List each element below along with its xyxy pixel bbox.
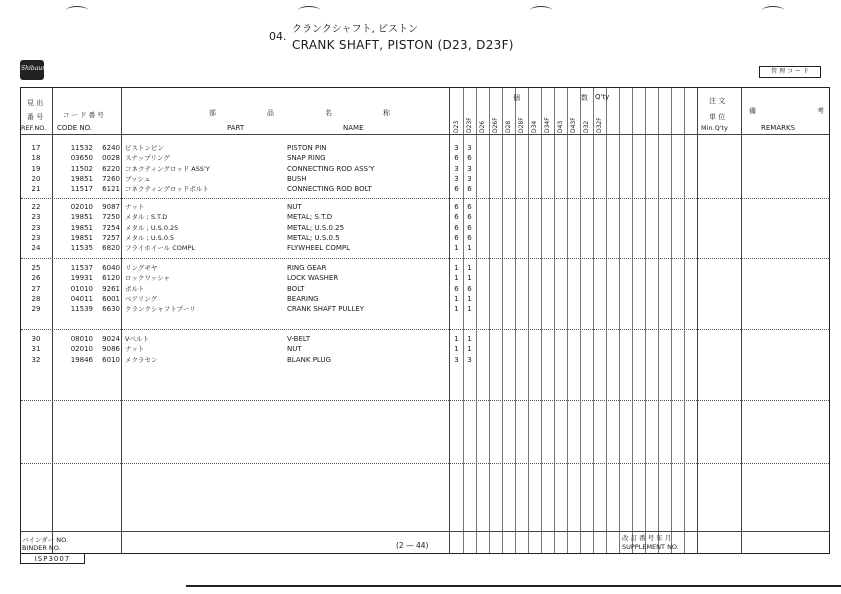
table-row bbox=[21, 202, 831, 212]
code-part1: 11532 bbox=[70, 144, 93, 152]
table-row bbox=[21, 294, 831, 304]
ref-no: 31 bbox=[31, 345, 41, 354]
qty-d23f: 1 bbox=[467, 294, 472, 303]
ref-no: 29 bbox=[31, 305, 41, 314]
part-name-en: BEARING bbox=[287, 294, 319, 303]
code-part2: 9261 bbox=[102, 284, 120, 293]
ref-no: 20 bbox=[31, 174, 41, 183]
bottom-rule bbox=[186, 585, 841, 587]
part-name-jp: メタル ; U.S.0.5 bbox=[125, 233, 175, 242]
code-part1: 19851 bbox=[70, 213, 93, 222]
code-part2: 9024 bbox=[102, 335, 120, 343]
part-name-jp: コネクティングロッド ASS'Y bbox=[125, 164, 210, 173]
order-header-en: Min.Q'ty bbox=[701, 124, 728, 132]
qty-model-d23: D23 bbox=[453, 120, 460, 133]
ref-no: 22 bbox=[31, 203, 41, 211]
ref-no: 19 bbox=[31, 164, 41, 173]
code-part1: 19851 bbox=[70, 174, 93, 183]
code-part1: 11539 bbox=[70, 305, 93, 314]
punch-mark bbox=[298, 6, 320, 15]
binder-number: ISP3007 bbox=[20, 554, 85, 564]
ref-header-jp2: 番 号 bbox=[27, 113, 44, 121]
qty-d23f: 6 bbox=[467, 223, 472, 232]
ref-no: 17 bbox=[31, 144, 41, 152]
qty-model-d34: D34 bbox=[531, 120, 538, 133]
qty-d23: 3 bbox=[454, 144, 459, 152]
code-part2: 7257 bbox=[102, 233, 120, 242]
binder-label-jp: バインダー NO. bbox=[22, 536, 69, 544]
qty-d23: 1 bbox=[454, 335, 459, 343]
table-row bbox=[21, 233, 831, 243]
part-header-jp2: 品 bbox=[267, 109, 274, 117]
ref-no: 23 bbox=[31, 223, 41, 232]
qty-d23f: 3 bbox=[467, 174, 472, 183]
qty-d23: 1 bbox=[454, 345, 459, 354]
part-name-jp: スナップリング bbox=[125, 154, 170, 163]
table-row bbox=[21, 344, 831, 354]
punch-mark bbox=[66, 6, 88, 15]
table-row bbox=[21, 355, 831, 365]
management-code-box: 管 理 コ ー ド bbox=[759, 66, 821, 78]
table-row bbox=[21, 273, 831, 283]
qty-d23: 6 bbox=[454, 154, 459, 163]
name-header-jp1: 名 bbox=[325, 109, 332, 117]
table-row bbox=[21, 284, 831, 294]
part-header-en: PART bbox=[227, 124, 245, 132]
code-part1: 02010 bbox=[70, 203, 93, 211]
code-header-en: CODE NO. bbox=[57, 124, 93, 132]
qty-d23f: 6 bbox=[467, 213, 472, 222]
punch-mark bbox=[762, 6, 784, 15]
qty-d23f: 6 bbox=[467, 284, 472, 293]
qty-d23: 6 bbox=[454, 203, 459, 211]
part-name-en: BOLT bbox=[287, 284, 305, 293]
table-row bbox=[21, 334, 831, 344]
part-name-jp: ブッシュ bbox=[125, 174, 151, 183]
qty-d23: 6 bbox=[454, 223, 459, 232]
page-title-en: CRANK SHAFT, PISTON (D23, D23F) bbox=[292, 38, 514, 52]
part-name-en: NUT bbox=[287, 345, 302, 354]
qty-model-d26f: D26F bbox=[492, 117, 499, 133]
qty-d23f: 6 bbox=[467, 203, 472, 211]
qty-d23f: 1 bbox=[467, 345, 472, 354]
part-name-en: METAL; S.T.D bbox=[287, 213, 333, 222]
part-name-en: NUT bbox=[287, 203, 302, 211]
qty-d23f: 1 bbox=[467, 274, 472, 283]
part-name-en: FLYWHEEL COMPL bbox=[287, 244, 350, 253]
part-name-jp: ナット bbox=[125, 203, 145, 211]
code-part1: 19851 bbox=[70, 233, 93, 242]
shibaura-logo: Shibaura bbox=[20, 60, 44, 80]
parts-table bbox=[20, 87, 830, 554]
part-name-jp: メタル ; U.S.0.25 bbox=[125, 223, 179, 232]
table-row bbox=[21, 304, 831, 314]
part-name-jp: ナット bbox=[125, 345, 145, 354]
part-name-en: CONNECTING ROD ASS'Y bbox=[287, 164, 375, 173]
ref-no: 30 bbox=[31, 335, 41, 343]
part-name-en: SNAP RING bbox=[287, 154, 326, 163]
table-row bbox=[21, 212, 831, 222]
qty-model-d34f: D34F bbox=[544, 117, 551, 133]
code-part2: 6010 bbox=[102, 355, 120, 364]
supplement-label-jp: 改 訂 番 号 年 月 bbox=[622, 534, 672, 542]
code-header-jp: コ ー ド 番 号 bbox=[63, 111, 104, 119]
part-name-en: CONNECTING ROD BOLT bbox=[287, 185, 372, 194]
ref-no: 26 bbox=[31, 274, 41, 283]
qty-d23: 3 bbox=[454, 164, 459, 173]
part-name-jp: コネクティングロッドボルト bbox=[125, 185, 209, 194]
code-part2: 6001 bbox=[102, 294, 120, 303]
binder-label-en: BINDER NO. bbox=[22, 544, 61, 552]
ref-header-en: REF.NO. bbox=[21, 124, 47, 132]
ref-no: 24 bbox=[31, 244, 41, 253]
code-part1: 11537 bbox=[70, 264, 93, 272]
code-part2: 6120 bbox=[102, 274, 120, 283]
code-part1: 02010 bbox=[70, 345, 93, 354]
ref-no: 28 bbox=[31, 294, 41, 303]
qty-d23: 3 bbox=[454, 355, 459, 364]
table-row bbox=[21, 143, 831, 153]
part-name-jp: ピストンピン bbox=[125, 144, 164, 152]
remarks-header-en: REMARKS bbox=[761, 124, 796, 132]
part-name-en: CRANK SHAFT PULLEY bbox=[287, 305, 365, 314]
code-part1: 19846 bbox=[70, 355, 93, 364]
qty-model-d26: D26 bbox=[479, 120, 486, 133]
qty-d23: 1 bbox=[454, 274, 459, 283]
table-row bbox=[21, 184, 831, 194]
qty-model-d43f: D43F bbox=[570, 117, 577, 133]
remarks-header-jp2: 考 bbox=[817, 107, 824, 115]
part-name-en: RING GEAR bbox=[287, 264, 327, 272]
name-header-en: NAME bbox=[343, 124, 364, 132]
part-name-jp: ボルト bbox=[125, 284, 145, 293]
part-name-jp: Vベルト bbox=[125, 335, 149, 343]
ref-no: 21 bbox=[31, 185, 41, 194]
part-name-en: V-BELT bbox=[287, 335, 311, 343]
page-number: (2 — 44) bbox=[396, 541, 429, 550]
table-row bbox=[21, 174, 831, 184]
part-name-en: BLANK PLUG bbox=[287, 355, 332, 364]
ref-no: 27 bbox=[31, 284, 41, 293]
code-part2: 9086 bbox=[102, 345, 120, 354]
qty-d23: 3 bbox=[454, 174, 459, 183]
code-part2: 6240 bbox=[102, 144, 120, 152]
qty-d23: 1 bbox=[454, 264, 459, 272]
qty-header-jp2: 数 bbox=[581, 94, 588, 102]
part-name-en: METAL; U.S.0.25 bbox=[287, 223, 345, 232]
code-part2: 7260 bbox=[102, 174, 120, 183]
code-part1: 04011 bbox=[70, 294, 93, 303]
qty-header-en: Q'ty bbox=[595, 93, 610, 101]
remarks-header-jp1: 備 bbox=[749, 107, 756, 115]
qty-d23: 1 bbox=[454, 244, 459, 253]
qty-d23f: 3 bbox=[467, 144, 472, 152]
qty-model-d28f: D28F bbox=[518, 117, 525, 133]
qty-d23f: 6 bbox=[467, 154, 472, 163]
code-part2: 6220 bbox=[102, 164, 120, 173]
qty-d23f: 1 bbox=[467, 264, 472, 272]
qty-d23: 1 bbox=[454, 305, 459, 314]
qty-d23f: 6 bbox=[467, 233, 472, 242]
qty-d23f: 6 bbox=[467, 185, 472, 194]
table-row bbox=[21, 223, 831, 233]
code-part1: 11502 bbox=[70, 164, 93, 173]
qty-model-d32f: D32F bbox=[596, 117, 603, 133]
qty-model-d28: D28 bbox=[505, 120, 512, 133]
qty-d23f: 1 bbox=[467, 244, 472, 253]
code-part1: 11535 bbox=[70, 244, 93, 253]
code-part2: 7250 bbox=[102, 213, 120, 222]
part-name-jp: メタル ; S.T.D bbox=[125, 213, 168, 222]
page-title-jp: クランクシャフト, ピストン bbox=[292, 24, 418, 35]
code-part2: 6040 bbox=[102, 264, 120, 272]
part-name-en: METAL; U.S.0.5 bbox=[287, 233, 340, 242]
order-header-jp1: 注 文 bbox=[709, 97, 726, 105]
part-name-en: PISTON PIN bbox=[287, 144, 327, 152]
part-name-jp: フライホイール COMPL bbox=[125, 244, 196, 253]
code-part1: 19851 bbox=[70, 223, 93, 232]
code-part1: 08010 bbox=[70, 335, 93, 343]
punch-mark bbox=[530, 6, 552, 15]
part-name-jp: ベアリング bbox=[125, 294, 158, 303]
code-part2: 9087 bbox=[102, 203, 120, 211]
part-name-jp: ロックワッシャ bbox=[125, 274, 170, 283]
ref-no: 23 bbox=[31, 233, 41, 242]
code-part2: 6630 bbox=[102, 305, 120, 314]
qty-d23f: 3 bbox=[467, 355, 472, 364]
code-part2: 7254 bbox=[102, 223, 120, 232]
code-part1: 01010 bbox=[70, 284, 93, 293]
part-name-en: BUSH bbox=[287, 174, 307, 183]
qty-d23f: 1 bbox=[467, 305, 472, 314]
qty-d23: 6 bbox=[454, 213, 459, 222]
ref-no: 25 bbox=[31, 264, 41, 272]
qty-d23: 6 bbox=[454, 284, 459, 293]
qty-model-d32: D32 bbox=[583, 120, 590, 133]
ref-no: 23 bbox=[31, 213, 41, 222]
code-part2: 6121 bbox=[102, 185, 120, 194]
section-number: 04. bbox=[269, 30, 287, 43]
order-header-jp2: 単 位 bbox=[709, 113, 726, 121]
qty-d23f: 1 bbox=[467, 335, 472, 343]
code-part1: 03650 bbox=[70, 154, 93, 163]
qty-d23f: 3 bbox=[467, 164, 472, 173]
table-row bbox=[21, 153, 831, 163]
part-name-en: LOCK WASHER bbox=[287, 274, 339, 283]
ref-header-jp: 見 出 bbox=[27, 99, 44, 107]
qty-d23: 6 bbox=[454, 233, 459, 242]
table-row bbox=[21, 243, 831, 253]
part-name-jp: リングギヤ bbox=[125, 264, 158, 272]
part-name-jp: クランクシャフトプーリ bbox=[125, 305, 196, 314]
qty-d23: 6 bbox=[454, 185, 459, 194]
qty-model-d23f: D23F bbox=[466, 117, 473, 133]
code-part2: 6820 bbox=[102, 244, 120, 253]
code-part2: 0028 bbox=[102, 154, 120, 163]
part-header-jp1: 部 bbox=[209, 109, 216, 117]
qty-d23: 1 bbox=[454, 294, 459, 303]
qty-model-d43: D43 bbox=[557, 120, 564, 133]
supplement-label-en: SUPPLEMENT NO. bbox=[622, 543, 679, 551]
ref-no: 18 bbox=[31, 154, 41, 163]
table-row bbox=[21, 164, 831, 174]
part-name-jp: メクラセン bbox=[125, 355, 158, 364]
code-part1: 19931 bbox=[70, 274, 93, 283]
name-header-jp2: 称 bbox=[383, 109, 390, 117]
qty-header-jp1: 個 bbox=[513, 94, 520, 102]
table-row bbox=[21, 263, 831, 273]
ref-no: 32 bbox=[31, 355, 41, 364]
code-part1: 11517 bbox=[70, 185, 93, 194]
